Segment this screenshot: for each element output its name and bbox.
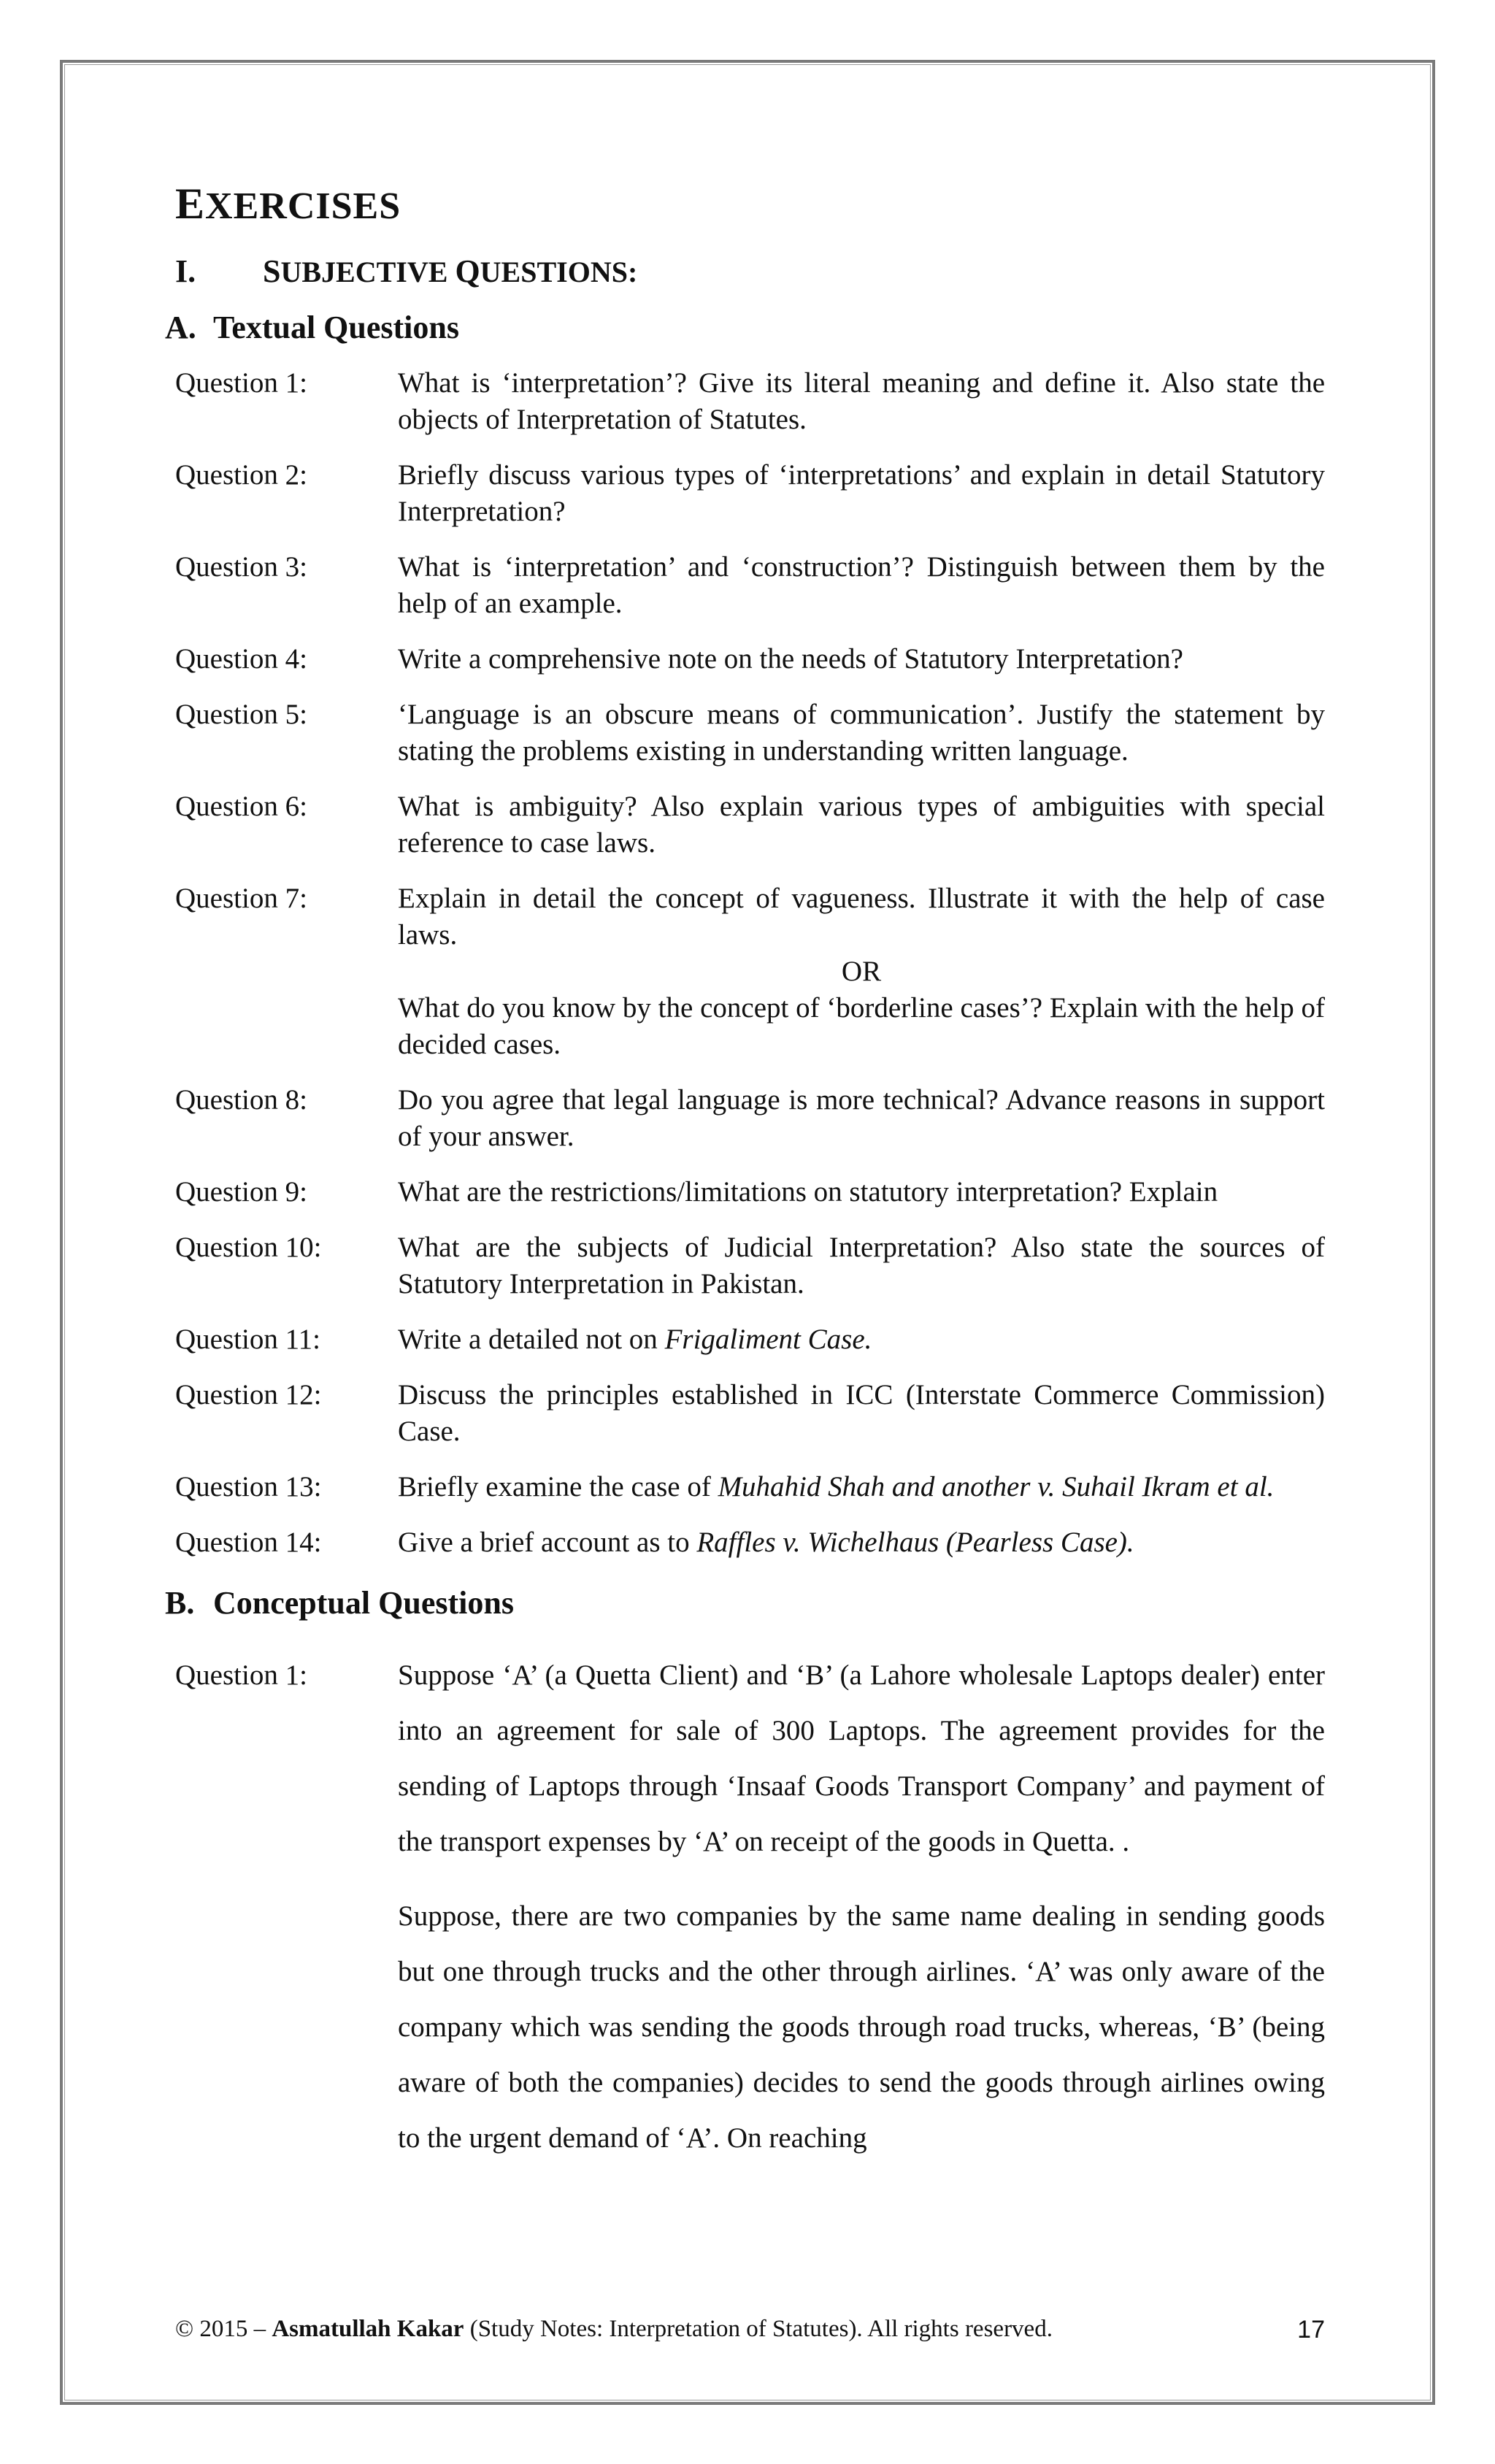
subsection-title: Conceptual Questions — [213, 1585, 514, 1621]
question-label: Question 5: — [175, 699, 307, 730]
question-text-plain: What is ambiguity? Also explain various types of ambiguities with special reference to case laws. — [398, 791, 1325, 859]
exercises-heading — [175, 179, 1325, 229]
question-label: Question 14: — [175, 1527, 322, 1558]
question-label: Question 6: — [175, 791, 307, 822]
page-footer — [175, 2316, 1325, 2344]
question-row — [175, 1229, 1325, 1302]
question-text-plain: ‘Language is an obscure means of communication’. Justify the statement by stating the problems existing in understanding written language. — [398, 699, 1325, 767]
case-name: Raffles v. Wichelhaus (Pearless Case). — [696, 1527, 1134, 1558]
question-row — [175, 696, 1325, 769]
textual-questions-list — [175, 365, 1325, 1561]
question-row — [175, 1377, 1325, 1450]
question-label: Question 7: — [175, 883, 307, 914]
subsection-conceptual-heading — [165, 1584, 1325, 1621]
question-text — [398, 788, 1325, 861]
question-label: Question 1: — [175, 1659, 307, 1691]
question-row — [175, 641, 1325, 678]
title-initial-2: Q — [455, 253, 480, 289]
question-row — [175, 365, 1325, 438]
question-paragraph: Suppose ‘A’ (a Quetta Client) and ‘B’ (a Lahore wholesale Laptops dealer) enter into an agreement for sale of 300 Laptops. The agreement provides for the sending of Laptops through ‘Insaaf Goods Transport Company’ and payment of the transport expenses by ‘A’ on receipt of the goods in Quetta. . — [398, 1659, 1325, 1857]
question-text — [398, 1174, 1325, 1210]
question-label: Question 2: — [175, 459, 307, 491]
case-name: Frigaliment Case. — [664, 1324, 872, 1355]
question-text-plain: Write a detailed not on — [398, 1324, 665, 1355]
section-title — [263, 253, 637, 290]
author-name: Asmatullah Kakar — [272, 2316, 464, 2342]
question-label: Question 1: — [175, 367, 307, 399]
question-text — [398, 641, 1325, 678]
subsection-letter: A. — [165, 310, 196, 345]
question-row — [175, 1321, 1325, 1358]
question-row — [175, 788, 1325, 861]
question-text — [398, 1082, 1325, 1155]
section-subjective-heading — [175, 253, 1325, 290]
question-label: Question 4: — [175, 643, 307, 675]
question-text — [398, 549, 1325, 622]
question-text-plain: What are the restrictions/limitations on statutory interpretation? Explain — [398, 1176, 1218, 1208]
question-paragraph: Suppose, there are two companies by the same name dealing in sending goods but one through trucks and the other through airlines. ‘A’ was only aware of the company which was sending the goods through road trucks, whereas, ‘B’ (being aware of both the companies) decides to send the goods through airlines owing to the urgent demand of ‘A’. On reaching — [398, 1900, 1325, 2154]
conceptual-question — [175, 1648, 1325, 2185]
question-label: Question 10: — [175, 1232, 322, 1263]
page-content — [165, 179, 1325, 2185]
question-label: Question 9: — [175, 1176, 307, 1208]
question-row — [175, 457, 1325, 530]
question-label: Question 11: — [175, 1324, 320, 1355]
question-row — [175, 1469, 1325, 1505]
question-text-plain: Give a brief account as to — [398, 1527, 697, 1558]
question-label: Question 13: — [175, 1471, 322, 1502]
question-row — [175, 1082, 1325, 1155]
question-row — [175, 549, 1325, 622]
question-text — [398, 1229, 1325, 1302]
question-label: Question 8: — [175, 1084, 307, 1116]
question-text-plain: Discuss the principles established in ICC (Interstate Commerce Commission) Case. — [398, 1379, 1325, 1447]
question-text — [398, 1469, 1325, 1505]
question-row — [175, 1524, 1325, 1561]
question-row — [175, 880, 1325, 1063]
copyright-notice — [175, 2316, 1053, 2344]
question-text-plain: Explain in detail the concept of vagueness. Illustrate it with the help of case laws. — [398, 883, 1325, 951]
question-text — [398, 457, 1325, 530]
subsection-textual-heading — [165, 309, 1325, 346]
copyright-text: (Study Notes: Interpretation of Statutes). All rights reserved. — [464, 2316, 1053, 2342]
question-text-plain: Briefly examine the case of — [398, 1471, 718, 1502]
question-text-alternative: What do you know by the concept of ‘borderline cases’? Explain with the help of decided cases. — [398, 992, 1325, 1060]
title-rest-2: UESTIONS: — [480, 256, 638, 288]
page-number: 17 — [1297, 2316, 1325, 2344]
subsection-letter: B. — [165, 1585, 195, 1621]
question-text — [398, 1321, 1325, 1358]
title-initial-1: S — [263, 253, 281, 289]
or-separator: OR — [841, 956, 882, 987]
subsection-title: Textual Questions — [213, 310, 460, 345]
question-text-plain: Briefly discuss various types of ‘interpretations’ and explain in detail Statutory Interpretation? — [398, 459, 1325, 527]
title-rest-1: UBJECTIVE — [280, 256, 456, 288]
question-text — [398, 1524, 1325, 1561]
heading-rest: XERCISES — [205, 185, 401, 227]
question-label: Question 3: — [175, 551, 307, 583]
question-text-plain: What is ‘interpretation’ and ‘construction’? Distinguish between them by the help of an example. — [398, 551, 1325, 619]
case-name: Muhahid Shah and another v. Suhail Ikram et al. — [718, 1471, 1275, 1502]
question-text — [398, 696, 1325, 769]
question-text-plain: Write a comprehensive note on the needs of Statutory Interpretation? — [398, 643, 1183, 675]
question-text-plain: Do you agree that legal language is more technical? Advance reasons in support of your answer. — [398, 1084, 1325, 1152]
question-text — [398, 1377, 1325, 1450]
question-body — [398, 1648, 1325, 2185]
question-text-plain: What is ‘interpretation’? Give its literal meaning and define it. Also state the objects of Interpretation of Statutes. — [398, 367, 1325, 435]
question-text — [398, 365, 1325, 438]
question-text-plain: What are the subjects of Judicial Interpretation? Also state the sources of Statutory Interpretation in Pakistan. — [398, 1232, 1325, 1300]
section-number: I. — [175, 253, 196, 289]
question-text — [398, 880, 1325, 1063]
question-row — [175, 1174, 1325, 1210]
question-label: Question 12: — [175, 1379, 322, 1411]
heading-initial: E — [175, 180, 206, 228]
copyright-symbol: © 2015 – — [175, 2316, 272, 2342]
